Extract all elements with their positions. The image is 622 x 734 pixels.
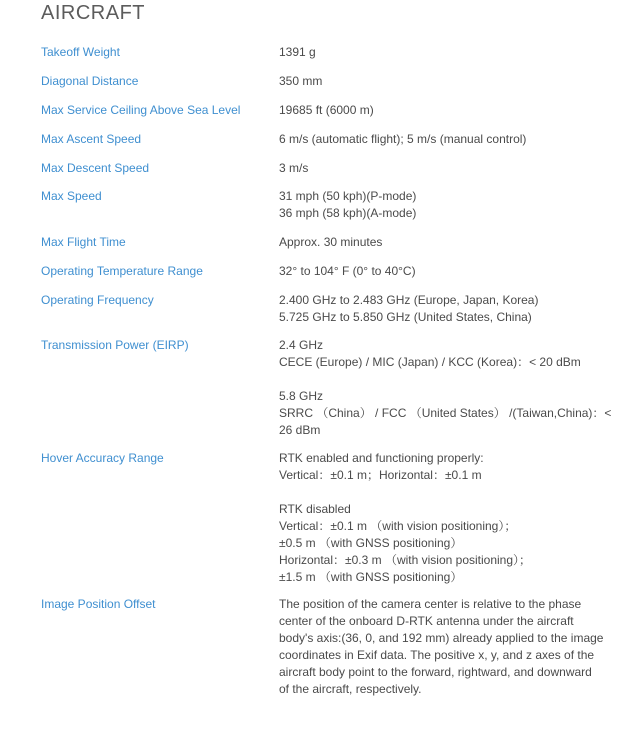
- spec-value: [279, 44, 612, 61]
- spec-label: Operating Temperature Range: [41, 264, 203, 278]
- spec-label: Takeoff Weight: [41, 45, 120, 59]
- spec-value: [279, 188, 612, 222]
- spec-value: [279, 73, 612, 90]
- spec-value: [279, 292, 612, 326]
- spec-label: Diagonal Distance: [41, 74, 139, 88]
- spec-label: Max Ascent Speed: [41, 132, 142, 146]
- spec-value-line: CECE (Europe) / MIC (Japan) / KCC (Korea)：< 20 dBm: [279, 355, 581, 369]
- spec-label: Max Descent Speed: [41, 161, 150, 175]
- spec-value-line: 6 m/s (automatic flight); 5 m/s (manual control): [279, 132, 527, 146]
- spec-value-line: Horizontal：±0.3 m （with vision positioning）；: [279, 553, 532, 567]
- spec-value-line: 26 dBm: [279, 423, 321, 437]
- spec-value-line: 2.400 GHz to 2.483 GHz (Europe, Japan, Korea): [279, 293, 539, 307]
- spec-value-line: [279, 484, 612, 501]
- spec-value-line: [279, 371, 612, 388]
- spec-value-line: Vertical：±0.1 m；Horizontal：±0.1 m: [279, 468, 482, 482]
- spec-value-line: 5.8 GHz: [279, 389, 324, 403]
- spec-value-line: ±1.5 m （with GNSS positioning）: [279, 570, 463, 584]
- spec-label: Transmission Power (EIRP): [41, 338, 189, 352]
- section-title: AIRCRAFT: [41, 2, 145, 24]
- spec-value-line: coordinates in Exif data. The positive x, y, and z axes of the: [279, 648, 595, 662]
- spec-value-line: 19685 ft (6000 m): [279, 103, 374, 117]
- spec-value-line: body's axis:(36, 0, and 192 mm) already applied to the image: [279, 631, 604, 645]
- spec-label: Hover Accuracy Range: [41, 451, 164, 465]
- spec-value-line: aircraft body point to the forward, rightward, and downward: [279, 665, 592, 679]
- spec-label: Max Flight Time: [41, 235, 126, 249]
- spec-label: Image Position Offset: [41, 597, 156, 611]
- spec-value-line: SRRC （China） / FCC （United States） /(Taiwan,China)：<: [279, 406, 612, 420]
- spec-value-line: 350 mm: [279, 74, 323, 88]
- spec-value-line: RTK enabled and functioning properly:: [279, 451, 484, 465]
- spec-value-line: Vertical：±0.1 m （with vision positioning）；: [279, 519, 517, 533]
- spec-value-line: Approx. 30 minutes: [279, 235, 383, 249]
- spec-value: [279, 263, 612, 280]
- spec-value-line: 5.725 GHz to 5.850 GHz (United States, China): [279, 310, 532, 324]
- spec-value-line: ±0.5 m （with GNSS positioning）: [279, 536, 463, 550]
- spec-value: [279, 337, 612, 439]
- spec-label: Operating Frequency: [41, 293, 154, 307]
- spec-value-line: RTK disabled: [279, 502, 351, 516]
- spec-value-line: 3 m/s: [279, 161, 309, 175]
- spec-value: [279, 234, 612, 251]
- spec-label: Max Service Ceiling Above Sea Level: [41, 103, 241, 117]
- spec-value-line: 31 mph (50 kph)(P-mode): [279, 189, 417, 203]
- spec-value: [279, 160, 612, 177]
- spec-value: [279, 131, 612, 148]
- spec-value-line: 2.4 GHz: [279, 338, 324, 352]
- spec-value-line: 32° to 104° F (0° to 40°C): [279, 264, 416, 278]
- spec-value-line: The position of the camera center is relative to the phase: [279, 597, 582, 611]
- spec-value: [279, 102, 612, 119]
- spec-value: [279, 596, 612, 698]
- spec-value-line: 1391 g: [279, 45, 316, 59]
- spec-value-line: center of the onboard D-RTK antenna under the aircraft: [279, 614, 574, 628]
- spec-value-line: of the aircraft, respectively.: [279, 682, 422, 696]
- spec-label: Max Speed: [41, 189, 102, 203]
- spec-value: [279, 450, 612, 586]
- spec-value-line: 36 mph (58 kph)(A-mode): [279, 206, 417, 220]
